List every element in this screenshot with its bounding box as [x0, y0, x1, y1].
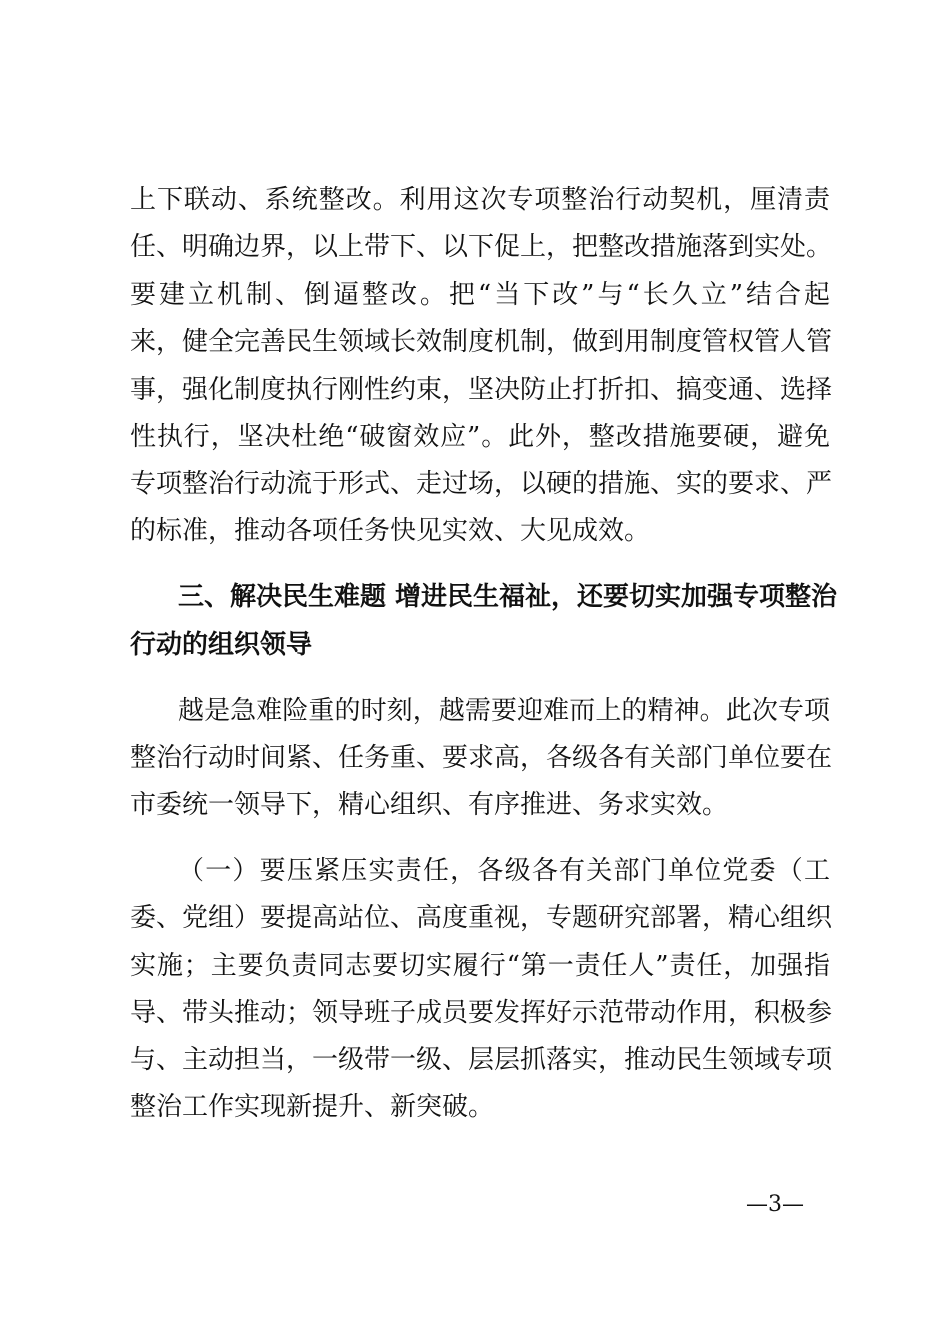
section-heading-3-line-2: 行动的组织领导 [130, 630, 313, 660]
paragraph-3-line-6: 整治工作实现新提升、新突破。 [130, 1092, 495, 1122]
page-number: —3— [746, 1192, 804, 1217]
paragraph-1-line-7: 专项整治行动流于形式、走过场，以硬的措施、实的要求、严 [130, 469, 833, 499]
paragraph-1-line-4: 来，健全完善民生领域长效制度机制，做到用制度管权管人管 [130, 327, 833, 357]
paragraph-1-line-5: 事，强化制度执行刚性约束，坚决防止打折扣、搞变通、选择 [130, 375, 833, 405]
section-heading-3-line-1: 三、解决民生难题 增进民生福祉，还要切实加强专项整治 [178, 582, 838, 612]
paragraph-1-line-2: 任、明确边界，以上带下、以下促上，把整改措施落到实处。 [130, 232, 833, 262]
paragraph-1-line-3: 要建立机制、倒逼整改。把“当下改”与“长久立”结合起 [130, 280, 830, 310]
paragraph-1-line-1: 上下联动、系统整改。利用这次专项整治行动契机，厘清责 [130, 185, 830, 215]
paragraph-2-line-2: 整治行动时间紧、任务重、要求高，各级各有关部门单位要在 [130, 743, 833, 773]
paragraph-1-line-6: 性执行，坚决杜绝“破窗效应”。此外，整改措施要硬，避免 [130, 422, 830, 452]
paragraph-3-line-3: 实施；主要负责同志要切实履行“第一责任人”责任，加强指 [130, 951, 830, 981]
paragraph-1-line-8: 的标准，推动各项任务快见实效、大见成效。 [130, 516, 651, 546]
paragraph-3-line-5: 与、主动担当，一级带一级、层层抓落实，推动民生领域专项 [130, 1045, 833, 1075]
paragraph-2-line-3: 市委统一领导下，精心组织、有序推进、务求实效。 [130, 790, 729, 820]
paragraph-3-line-1: （一）要压紧压实责任，各级各有关部门单位党委（工 [178, 856, 830, 886]
paragraph-2-line-1: 越是急难险重的时刻，越需要迎难而上的精神。此次专项 [178, 696, 830, 726]
paragraph-3-line-4: 导、带头推动；领导班子成员要发挥好示范带动作用，积极参 [130, 998, 833, 1028]
paragraph-3-line-2: 委、党组）要提高站位、高度重视，专题研究部署，精心组织 [130, 903, 833, 933]
